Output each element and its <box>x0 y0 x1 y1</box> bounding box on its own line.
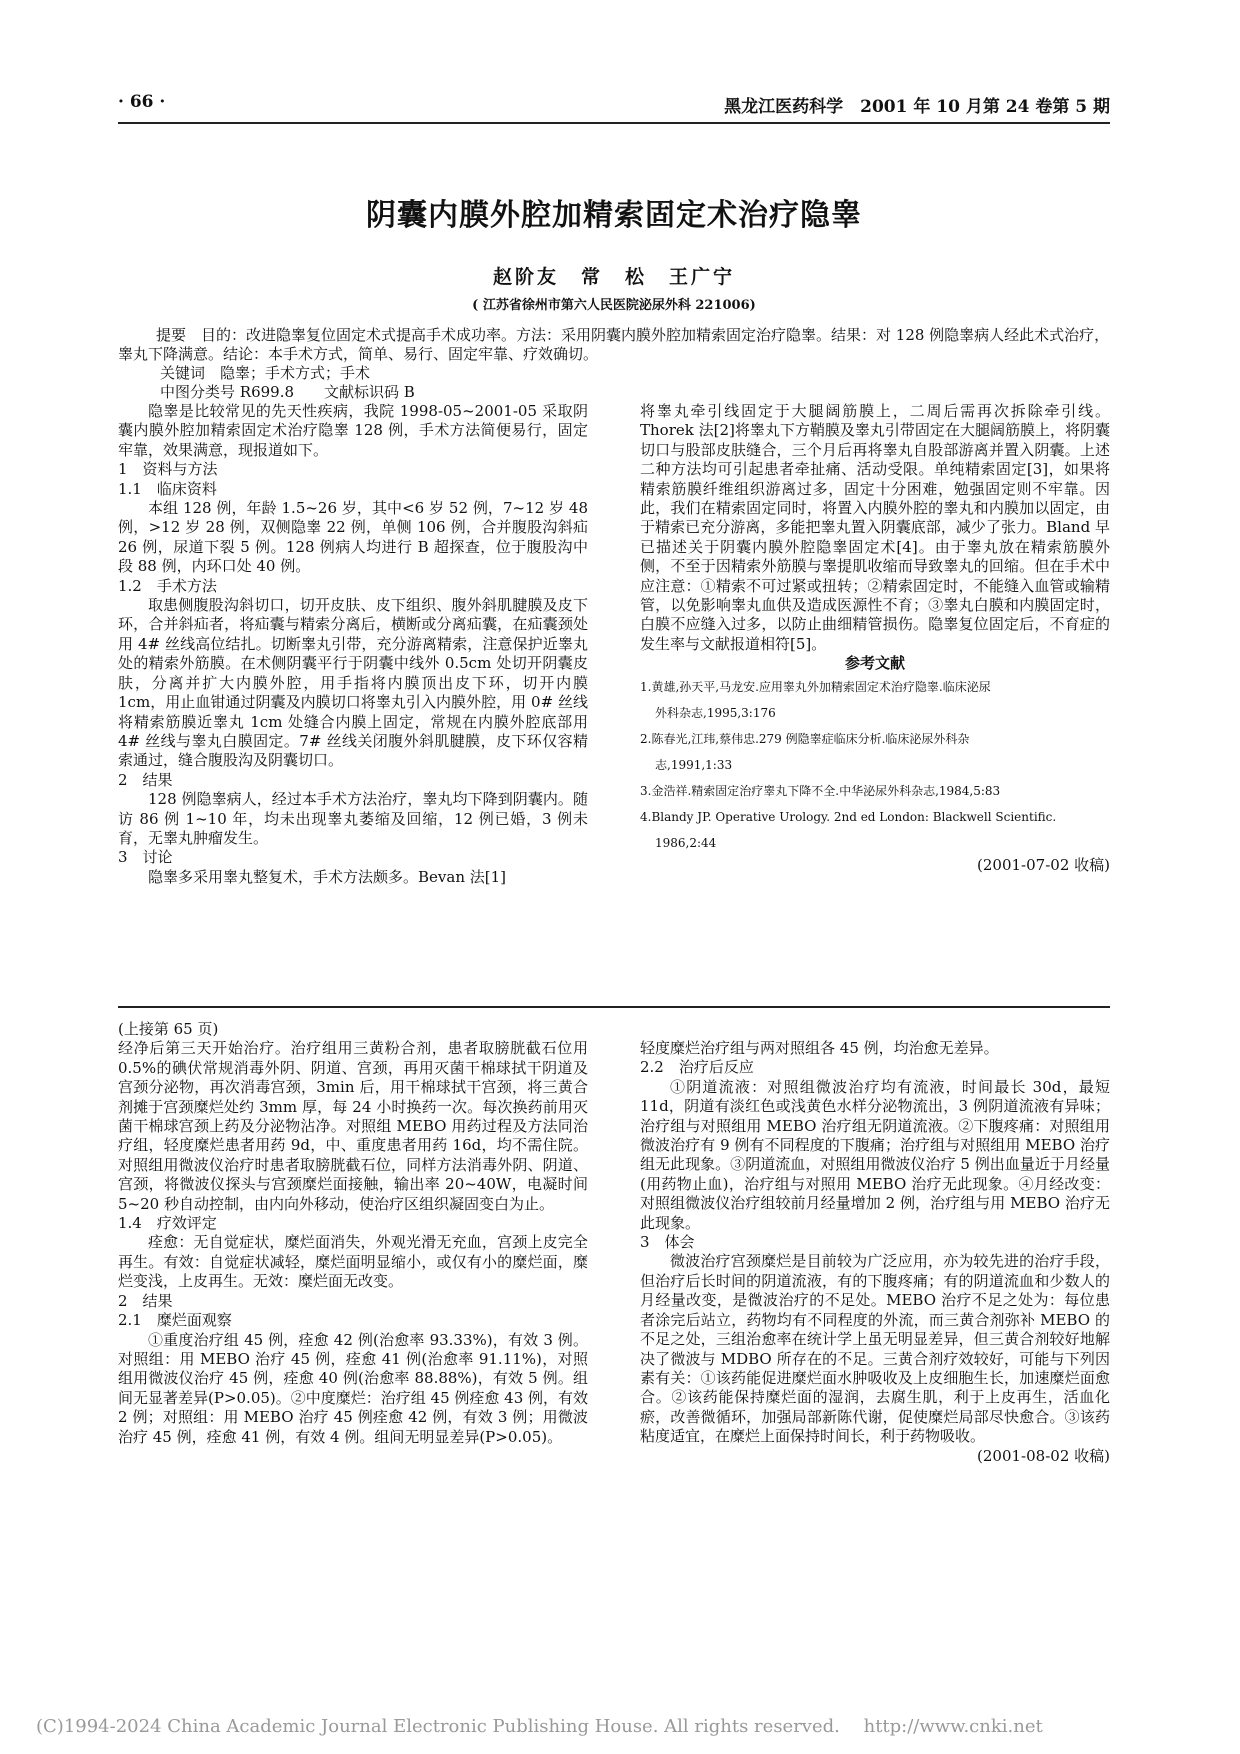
section-heading: 3 讨论 <box>118 848 173 867</box>
subsection-heading: 1.4 疗效评定 <box>118 1214 217 1233</box>
abstract-block <box>118 326 1110 402</box>
body-paragraph: ①重度治疗组 45 例，痊愈 42 例(治愈率 93.33%)，有效 3 例。对照组：用 MEBO 治疗 45 例，痊愈 41 例(治愈率 91.11%)，对照组用微波仪治疗 45 例，痊愈 40 例(治愈率 88.88%)，有效 5 例。组间无显著差异(P>0.05)。②中度糜烂：治疗组 45 例痊愈 43 例，有效 2 例；对照组：用 MEBO 治疗 45 例痊愈 42 例，有效 3 例；用微波治疗 45 例，痊愈 41 例，有效 4 例。组间无明显差异(P>0.05)。 <box>118 1330 589 1446</box>
section-divider <box>118 1006 1110 1008</box>
continued-right-column <box>640 1039 1110 1466</box>
body-paragraph: 取患侧腹股沟斜切口，切开皮肤、皮下组织、腹外斜肌腱膜及皮下环，合并斜疝者，将疝囊与精索分离后，横断或分离疝囊，在疝囊颈处用 4# 丝线高位结扎。切断睾丸引带，充分游离精索，注意保护近睾丸处的精索外筋膜。在术侧阴囊平行于阴囊中线外 0.5cm 处切开阴囊皮肤，分离并扩大内膜外腔，用手指将内膜顶出皮下环，切开内膜 1cm，用止血钳通过阴囊及内膜切口将睾丸引入内膜外腔，用 0# 丝线将精索筋膜近睾丸 1cm 处缝合内膜上固定，常规在内膜外腔底部用 4# 丝线与睾丸白膜固定。7# 丝线关闭腹外斜肌腱膜，皮下环仅容精索通过，缝合腹股沟及阴囊切口。 <box>118 596 588 770</box>
reference-item: 3.金浩祥.精索固定治疗睾丸下降不全.中华泌尿外科杂志,1984,5:83 <box>640 783 1001 798</box>
abstract-text: 提要 目的：改进隐睾复位固定术式提高手术成功率。方法：采用阴囊内膜外腔加精索固定治疗隐睾。结果：对 128 例隐睾病人经此术式治疗，睾丸下降满意。结论：本手术方式，简单、易行、固定牢靠、疗效确切。 <box>118 326 1110 363</box>
subsection-heading: 2.2 治疗后反应 <box>640 1058 754 1077</box>
article-title: 阴囊内膜外腔加精索固定术治疗隐睾 <box>366 198 862 233</box>
body-paragraph: 痊愈：无自觉症状，糜烂面消失，外观光滑无充血，宫颈上皮完全再生。有效：自觉症状减轻，糜烂面明显缩小，或仅有小的糜烂面，糜烂变浅，上皮再生。无效：糜烂面无改变。 <box>118 1233 588 1291</box>
article-authors: 赵阶友 常 松 王广宁 <box>492 266 735 288</box>
body-paragraph: 隐睾多采用睾丸整复术，手术方法颇多。Bevan 法[1] <box>148 867 506 886</box>
reference-item-cont: 外科杂志,1995,3:176 <box>655 705 776 720</box>
section-heading: 1 资料与方法 <box>118 460 218 479</box>
body-paragraph: 本组 128 例，年龄 1.5~26 岁，其中<6 岁 52 例，7~12 岁 48 例，>12 岁 28 例，双侧隐睾 22 例，单侧 106 例，合并腹股沟斜疝 26 例，尿道下裂 5 例。128 例病人均进行 B 超探查，位于腹股沟中段 88 例，内环口处 40 例。 <box>118 499 588 576</box>
intro-paragraph: 隐睾是比较常见的先天性疾病，我院 1998-05~2001-05 采取阴囊内膜外腔加精索固定术治疗隐睾 128 例，手术方法简便易行，固定牢靠，效果满意，现报道如下。 <box>118 402 588 459</box>
subsection-heading: 1.2 手术方法 <box>118 576 217 595</box>
article-left-column <box>118 402 588 887</box>
article-affiliation: ( 江苏省徐州市第六人民医院泌尿外科 221006) <box>472 298 756 313</box>
reference-item: 2.陈春光,江玮,蔡伟忠.279 例隐睾症临床分析.临床泌尿外科杂 <box>640 731 970 746</box>
reference-list <box>640 674 1110 856</box>
subsection-heading: 2.1 糜烂面观察 <box>118 1311 232 1330</box>
section-heading: 2 结果 <box>118 770 173 789</box>
body-paragraph: 将睾丸牵引线固定于大腿阔筋膜上，二周后需再次拆除牵引线。Thorek 法[2]将睾丸下方鞘膜及睾丸引带固定在大腿阔筋膜上，将阴囊切口与股部皮肤缝合，三个月后再将睾丸自股部游离并置入阴囊。上述二种方法均可引起患者牵扯痛、活动受限。单纯精索固定[3]，如果将精索筋膜纤维组织游离过多，固定十分困难，勉强固定则不牢靠。因此，我们在精索固定同时，将置入内膜外腔的睾丸和内膜加以固定，由于精索已充分游离，多能把睾丸置入阴囊底部，减少了张力。Bland 早已描述关于阴囊内膜外腔隐睾固定术[4]。由于睾丸放在精索筋膜外侧，不至于因精索外筋膜与睾提肌收缩而导致睾丸的回缩。但在手术中应注意：①精索不可过紧或扭转；②精索固定时，不能缝入血管或输精管，以免影响睾丸血供及造成医源性不育；③睾丸白膜和内膜固定时，白膜不应缝入过多，以防止曲细精管损伤。隐睾复位固定后，不育症的发生率与文献报道相符[5]。 <box>640 402 1110 653</box>
received-date: (2001-07-02 收稿) <box>977 855 1110 874</box>
references-title: 参考文献 <box>844 654 905 673</box>
continued-label: (上接第 65 页) <box>118 1020 219 1038</box>
body-paragraph: 微波治疗宫颈糜烂是目前较为广泛应用，亦为较先进的治疗手段，但治疗后长时间的阴道流液，有的下腹疼痛；有的阴道流血和少数人的月经量改变，是微波治疗的不足处。MEBO 治疗不足之处为：每位患者涂完后站立，药物均有不同程度的外流，而三黄合剂弥补 MEBO 的不足之处，三组治愈率在统计学上虽无明显差异，但三黄合剂较好地解决了微波与 MDBO 所存在的不足。三黄合剂疗效较好，可能与下列因素有关：①该药能促进糜烂面水肿吸收及上皮细胞生长，加速糜烂面愈合。②该药能保持糜烂面的湿润，去腐生肌，利于上皮再生，活血化瘀，改善微循环，加强局部新陈代谢，促使糜烂局部尽快愈合。③该药粘度适宜，在糜烂上面保持时间长，利于药物吸收。 <box>640 1252 1110 1446</box>
received-date: (2001-08-02 收稿) <box>977 1446 1110 1465</box>
section-heading: 2 结果 <box>118 1291 173 1310</box>
header-rule <box>118 122 1110 124</box>
article-right-column <box>640 402 1110 875</box>
reference-item: 4.Blandy JP. Operative Urology. 2nd ed London: Blackwell Scientific. <box>640 809 1057 824</box>
running-header <box>118 88 1110 120</box>
reference-item-cont: 1986,2:44 <box>655 835 717 850</box>
section-heading: 3 体会 <box>640 1233 695 1252</box>
body-paragraph: 128 例隐睾病人，经过本手术方法治疗，睾丸均下降到阴囊内。随访 86 例 1~10 年，均未出现睾丸萎缩及回缩，12 例已婚，3 例未育，无睾丸肿瘤发生。 <box>118 790 588 847</box>
keywords: 关键词 隐睾；手术方式；手术 <box>160 364 371 382</box>
continued-left-column <box>118 1020 588 1447</box>
body-paragraph: 轻度糜烂治疗组与两对照组各 45 例，均治愈无差异。 <box>640 1039 999 1057</box>
body-paragraph: ①阴道流液：对照组微波治疗均有流液，时间最长 30d，最短 11d，阴道有淡红色或浅黄色水样分泌物流出，3 例阴道流液有异味；治疗组与对照组用 MEBO 治疗组无阴道流液。②下腹疼痛：对照组用微波治疗有 9 例有不同程度的下腹痛；治疗组与对照组用 MEBO 治疗组无此现象。③阴道流血，对照组用微波仪治疗 5 例出血量近于月经量(用药物止血)，治疗组与对照用 MEBO 治疗无此现象。④月经改变：对照组微波仪治疗组较前月经量增加 2 例，治疗组与用 MEBO 治疗无此现象。 <box>640 1077 1110 1232</box>
page-number: · 66 · <box>118 92 166 112</box>
classification-code: 中图分类号 R699.8 文献标识码 B <box>160 383 415 401</box>
subsection-heading: 1.1 临床资料 <box>118 479 217 498</box>
body-paragraph: 经净后第三天开始治疗。治疗组用三黄粉合剂，患者取膀胱截石位用 0.5%的碘伏常规消毒外阴、阴道、宫颈，再用灭菌干棉球拭干阴道及宫颈分泌物，再次消毒宫颈，3min 后，用干棉球拭干宫颈，将三黄合剂摊于宫颈糜烂处约 3mm 厚，每 24 小时换药一次。每次换药前用灭菌干棉球宫颈上药及分泌物沾净。对照组 MEBO 用药过程及方法同治疗组，轻度糜烂患者用药 9d，中、重度患者用药 16d，均不需住院。对照组用微波仪治疗时患者取膀胱截石位，同样方法消毒外阴、阴道、宫颈，将微波仪探头与宫颈糜烂面接触，输出率 20~40W，电凝时间 5~20 秒自动控制，由内向外移动，使治疗区组织凝固变白为止。 <box>118 1039 588 1213</box>
reference-item: 1.黄雄,孙天平,马龙安.应用睾丸外加精索固定术治疗隐睾.临床泌尿 <box>640 679 991 694</box>
copyright-footer: (C)1994-2024 China Academic Journal Electronic Publishing House. All rights reserved. http://www.cnki.net <box>36 1716 1043 1737</box>
reference-item-cont: 志,1991,1:33 <box>655 757 733 772</box>
journal-info: 黑龙江医药科学 2001 年 10 月第 24 卷第 5 期 <box>724 97 1110 117</box>
